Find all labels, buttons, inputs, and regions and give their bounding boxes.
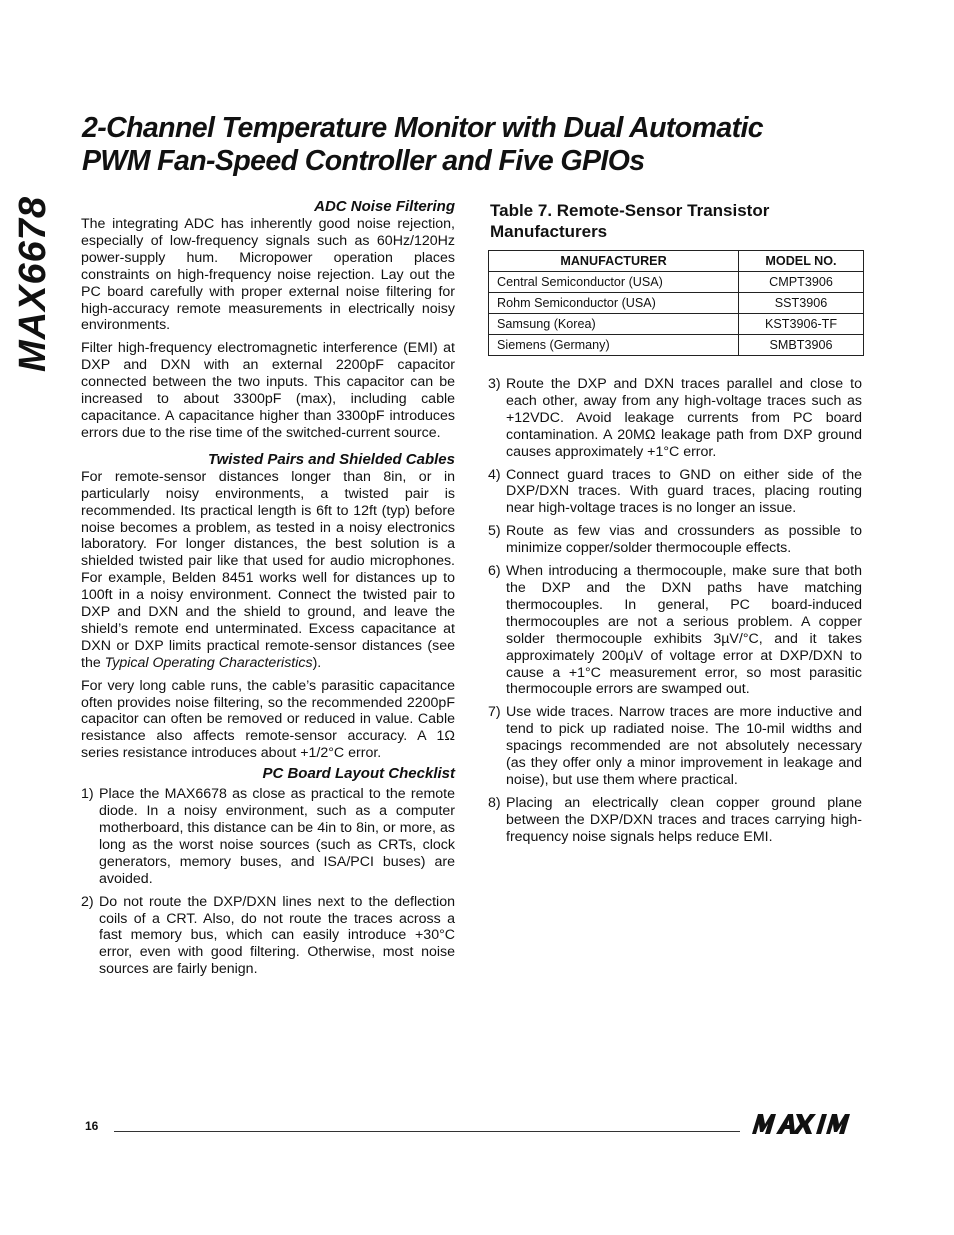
list-item-text: Route the DXP and DXN traces parallel and close to each other, away from any high-voltage traces such as +12VDC. Avoid leakage currents from PC board contamination. A 20MΩ leakage path from DXP ground causes approximately +1°C error. — [506, 376, 862, 460]
maxim-logo — [752, 1112, 858, 1136]
list-item — [81, 786, 455, 887]
list-item-number: 8) — [488, 794, 501, 811]
table-row — [489, 272, 864, 293]
left-column — [81, 198, 455, 984]
cell-model: SMBT3906 — [739, 335, 864, 356]
table-header-row — [489, 251, 864, 272]
checklist-right — [488, 376, 862, 846]
list-item-text: Do not route the DXP/DXN lines next to the deflection coils of a CRT. Also, do not route the traces across a fast memory bus, which can easily introduce +30°C error, even with good filtering. Otherwise, most noise sources are fairly benign. — [99, 893, 455, 978]
cell-manufacturer: Siemens (Germany) — [489, 335, 739, 356]
adc-paragraph-1: The integrating ADC has inherently good noise rejection, especially of low-frequency signals such as 60Hz/120Hz power-supply hum. Micropower operation places constraints on high-frequency noise rejection. Lay out the PC board carefully with proper external noise filtering for high-accuracy remote measurements in electrically noisy environments. — [81, 216, 455, 334]
table-row — [489, 293, 864, 314]
list-item-text: When introducing a thermocouple, make sure that both the DXP and the DXN paths have matching thermocouples. In general, PC board-induced thermocouples are not a serious problem. A copper solder thermocouple exhibits 3µV/°C, and it takes approximately 200µV of voltage error at DXP/DXN to cause a +1°C measurement error, so most parasitic thermocouple errors are swamped out. — [506, 563, 862, 698]
list-item-text: Placing an electrically clean copper ground plane between the DXP/DXN traces and traces carrying high-frequency noise signals helps reduce EMI. — [506, 794, 862, 845]
list-item-number: 7) — [488, 704, 501, 721]
list-item — [488, 523, 862, 557]
title-line-1: 2-Channel Temperature Monitor with Dual Automatic — [82, 112, 764, 144]
list-item — [488, 795, 862, 846]
list-item-text: Connect guard traces to GND on either side of the DXP/DXN traces. With guard traces, placing routing near high-voltage traces is no longer an issue. — [506, 466, 862, 517]
adc-paragraph-2: Filter high-frequency electromagnetic interference (EMI) at DXP and DXN with an external 2200pF capacitor connected between the two inputs. This capacitor can be increased to about 3300pF (max), including cable capacitance. A capacitance higher than 3300pF introduces errors due to the rise time of the switched-current source. — [81, 340, 455, 441]
cell-manufacturer: Rohm Semiconductor (USA) — [489, 293, 739, 314]
cell-manufacturer: Samsung (Korea) — [489, 314, 739, 335]
twisted-heading: Twisted Pairs and Shielded Cables — [207, 450, 455, 468]
list-item-number: 3) — [488, 376, 501, 392]
table-title-line-1: Table 7. Remote-Sensor Transistor — [490, 201, 770, 220]
twisted-paragraph-2: For very long cable runs, the cable’s parasitic capacitance often provides noise filtering, so the recommended 2200pF capacitor can often be removed or reduced in value. Cable resistance also affects remote-sensor accuracy. A 1Ω series resistance introduces about +1/2°C error. — [81, 677, 455, 762]
table-title — [490, 200, 862, 242]
cell-manufacturer: Central Semiconductor (USA) — [489, 272, 739, 293]
cell-model: CMPT3906 — [739, 272, 864, 293]
table-title-line-2: Manufacturers — [490, 222, 608, 241]
page-number: 16 — [85, 1119, 99, 1133]
twisted-paragraph-1 — [81, 469, 455, 672]
table-row — [489, 314, 864, 335]
page-title — [82, 112, 882, 178]
list-item-number: 1) — [81, 786, 94, 803]
list-item-number: 6) — [488, 563, 501, 580]
adc-heading: ADC Noise Filtering — [314, 198, 455, 215]
list-item-number: 2) — [81, 893, 94, 910]
list-item-text: Route as few vias and crossunders as possible to minimize copper/solder thermocouple effects. — [506, 523, 862, 557]
manufacturer-table — [488, 250, 864, 356]
typical-operating-characteristics-ref: Typical Operating Characteristics — [104, 654, 313, 671]
side-part-number: MAX6678 — [12, 196, 54, 372]
list-item-number: 4) — [488, 466, 501, 483]
twisted-paragraph-1-text: For remote-sensor distances longer than 8in, or in particularly noisy environments, a twisted pair is recommended. Its practical length is 6ft to 12ft (typ) before noise becomes a problem, as tested in a noisy electronics laboratory. For longer distances, the best solution is a shielded twisted pair like that used for audio microphones. For example, Belden 8451 works well for distances up to 100ft in a noisy environment. Connect the twisted pair to DXP and DXN and the shield to ground, and leave the shield’s remote end unterminated. Excess capacitance at DXN or DXP limits practical remote-sensor distances (see the — [81, 468, 455, 671]
list-item-text: Place the MAX6678 as close as practical to the remote diode. In a noisy environment, such as a computer motherboard, this distance can be 4in to 8in, or more, as long as the worst noise sources (such as CRTs, clock generators, memory buses, and ISA/PCI buses) are avoided. — [99, 786, 455, 887]
header-manufacturer: MANUFACTURER — [489, 251, 739, 272]
header-model: MODEL NO. — [739, 251, 864, 272]
table-row — [489, 335, 864, 356]
twisted-paragraph-1-end: ). — [312, 654, 322, 671]
cell-model: KST3906-TF — [739, 314, 864, 335]
list-item-text: Use wide traces. Narrow traces are more inductive and tend to pick up radiated noise. The 10-mil widths and spacings recommended are not absolutely necessary (as they offer only a minor improvement in leakage and noise), but use them where practical. — [506, 704, 862, 788]
checklist-left — [81, 786, 455, 978]
right-column — [488, 200, 862, 852]
footer-rule — [114, 1131, 740, 1132]
list-item — [81, 894, 455, 979]
title-line-2: PWM Fan-Speed Controller and Five GPIOs — [82, 145, 645, 177]
cell-model: SST3906 — [739, 293, 864, 314]
list-item — [488, 376, 862, 461]
list-item — [488, 704, 862, 789]
list-item — [488, 467, 862, 518]
pcb-heading: PC Board Layout Checklist — [262, 765, 455, 783]
list-item — [488, 563, 862, 698]
list-item-number: 5) — [488, 523, 501, 540]
